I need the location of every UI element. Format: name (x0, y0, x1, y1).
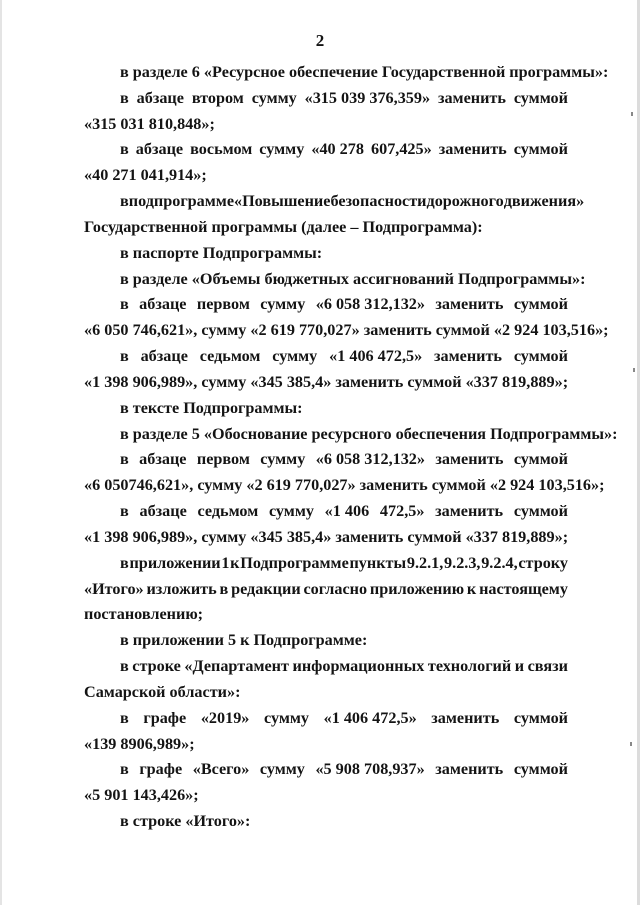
text-line (120, 708, 568, 728)
word: сумму (272, 347, 318, 365)
word: 9.2.3, (444, 554, 481, 572)
word: информационных (292, 657, 425, 675)
text-line (120, 294, 568, 314)
word: 472,5» (379, 502, 425, 520)
word: восьмом (190, 140, 253, 158)
word: изложить (146, 580, 217, 598)
word: в (120, 709, 129, 727)
word: «40 278 (311, 140, 364, 158)
word: абзаце (135, 140, 184, 158)
word: абзаце (139, 502, 187, 520)
word: «2019» (200, 709, 250, 727)
word: строку (518, 554, 568, 572)
word: заменить (434, 347, 502, 365)
text-line: в тексте Подпрограммы: (120, 399, 303, 417)
word: «6 058 312,132» (315, 450, 425, 468)
word: заменить (437, 89, 506, 107)
word: суммой (513, 502, 568, 520)
word: в (120, 450, 129, 468)
word: «1 406 (324, 502, 370, 520)
word: суммой (513, 709, 568, 727)
word: «315 039 376,359» (304, 89, 431, 107)
text-line (120, 449, 568, 469)
text-line: постановлению; (84, 605, 204, 623)
word: графе (139, 760, 183, 778)
word: суммой (513, 140, 568, 158)
page-number: 2 (315, 31, 325, 50)
word: технологий (427, 657, 512, 675)
word: к (230, 554, 240, 572)
text-line: «5 901 143,426»; (84, 786, 199, 804)
text-line: Государственной программы (далее – Подпрограмма): (84, 218, 483, 236)
word: первом (196, 295, 250, 313)
text-line (120, 501, 568, 521)
word: в (120, 89, 129, 107)
word: в (120, 502, 129, 520)
word: заменить (435, 450, 504, 468)
text-line: в приложении 5 к Подпрограмме: (120, 631, 368, 649)
text-line: Самарской области»: (84, 683, 241, 701)
word: связи (527, 657, 568, 675)
word: в (120, 554, 129, 572)
word: абзаце (139, 295, 187, 313)
word: абзаце (136, 89, 184, 107)
word: седьмом (199, 347, 261, 365)
word: пункты (349, 554, 407, 572)
word: приложении (129, 554, 221, 572)
word: дорожного (426, 192, 504, 210)
word: Подпрограмме (240, 554, 349, 572)
word: в (120, 760, 129, 778)
word: к (466, 580, 477, 598)
word: суммой (513, 295, 568, 313)
word: суммой (513, 89, 568, 107)
text-line: в разделе 6 «Ресурсное обеспечение Государственной программы»: (120, 63, 609, 81)
word: в (219, 580, 229, 598)
word: и (514, 657, 525, 675)
word: 1 (221, 554, 230, 572)
text-line (120, 191, 585, 211)
text-line: в разделе «Объемы бюджетных ассигнований Подпрограммы»: (120, 270, 586, 288)
word: 607,425» (371, 140, 432, 158)
word: в (120, 192, 129, 210)
text-line (120, 346, 568, 366)
word: втором (191, 89, 244, 107)
word: сумму (259, 140, 305, 158)
scan-speck (631, 112, 633, 116)
text-line: «1 398 906,989», сумму «345 385,4» заменить суммой «337 819,889»; (84, 373, 569, 391)
scan-speck (630, 742, 632, 746)
word: сумму (260, 295, 306, 313)
text-line (84, 579, 568, 599)
word: сумму (260, 450, 306, 468)
text-line (120, 139, 568, 159)
word: заменить (435, 295, 504, 313)
text-line: в паспорте Подпрограммы: (120, 244, 323, 262)
word: движения» (503, 192, 585, 210)
word: заменить (435, 760, 504, 778)
word: абзаце (139, 450, 187, 468)
word: «5 908 708,937» (315, 760, 425, 778)
text-line (120, 759, 568, 779)
text-line: «1 398 906,989», сумму «345 385,4» заменить суммой «337 819,889»; (84, 528, 569, 546)
word: суммой (513, 347, 568, 365)
word: сумму (259, 760, 305, 778)
word: в (120, 347, 129, 365)
text-line: «6 050746,621», сумму «2 619 770,027» заменить суммой «2 924 103,516»; (84, 476, 605, 494)
text-line (120, 88, 568, 108)
word: 9.2.1, (406, 554, 444, 572)
text-line: «139 8906,989»; (84, 735, 195, 753)
word: «Всего» (192, 760, 250, 778)
word: графе (143, 709, 187, 727)
text-line: в строке «Итого»: (120, 812, 251, 830)
word: первом (196, 450, 250, 468)
word: абзаце (140, 347, 188, 365)
word: 9.2.4, (481, 554, 518, 572)
scan-speck (633, 368, 635, 372)
word: в (120, 295, 129, 313)
word: сумму (251, 89, 297, 107)
scan-left-edge (0, 0, 2, 905)
word: «Повышение (234, 192, 331, 210)
word: строке (132, 657, 181, 675)
word: редакции (231, 580, 301, 598)
text-line: «40 271 041,914»; (84, 166, 207, 184)
word: заменить (435, 502, 504, 520)
text-line: в разделе 5 «Обоснование ресурсного обеспечения Подпрограммы»: (120, 425, 618, 443)
word: «Итого» (84, 580, 144, 598)
word: в (120, 140, 129, 158)
word: «1 406 472,5» (329, 347, 423, 365)
word: настоящему (479, 580, 568, 598)
text-line (120, 656, 568, 676)
word: седьмом (197, 502, 259, 520)
word: заменить (438, 140, 507, 158)
text-line: «6 050 746,621», сумму «2 619 770,027» заменить суммой «2 924 103,516»; (84, 321, 609, 339)
text-line: «315 031 810,848»; (84, 115, 215, 133)
word: заменить (431, 709, 500, 727)
word: «6 058 312,132» (315, 295, 425, 313)
word: сумму (268, 502, 314, 520)
word: безопасности (330, 192, 427, 210)
word: сумму (263, 709, 309, 727)
word: подпрограмме (128, 192, 234, 210)
word: суммой (513, 450, 568, 468)
word: «Департамент (184, 657, 289, 675)
word: в (120, 657, 129, 675)
word: «1 406 472,5» (323, 709, 417, 727)
word: согласно (303, 580, 368, 598)
word: приложению (369, 580, 465, 598)
text-line (120, 553, 568, 573)
word: суммой (513, 760, 568, 778)
